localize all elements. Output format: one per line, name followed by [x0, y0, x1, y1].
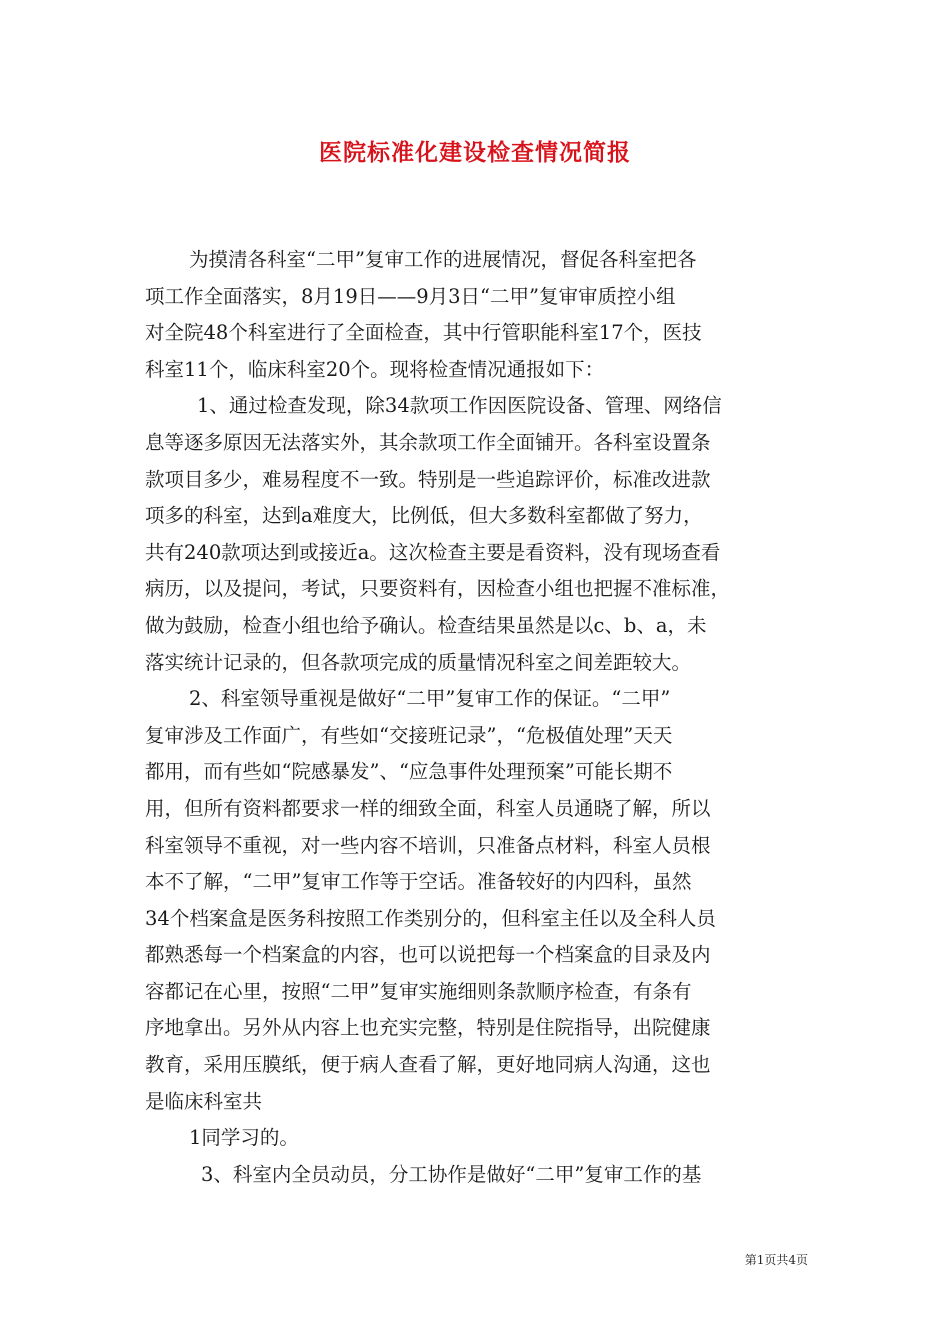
body-line: 病历，以及提问，考试，只要资料有，因检查小组也把握不准标准， — [145, 577, 731, 601]
body-line: 3、科室内全员动员，分工协作是做好“二甲”复审工作的基 — [201, 1162, 702, 1186]
body-line: 本不了解，“二甲”复审工作等于空话。准备较好的内四科，虽然 — [145, 870, 692, 894]
body-line: 1、通过检查发现，除34款项工作因医院设备、管理、网络信 — [197, 394, 722, 418]
body-line: 复审涉及工作面广，有些如“交接班记录”，“危极值处理”天天 — [145, 723, 673, 747]
body-line: 项多的科室，达到a难度大，比例低，但大多数科室都做了努力， — [145, 504, 703, 528]
body-line: 1同学习的。 — [189, 1126, 299, 1150]
body-line: 共有240款项达到或接近a。这次检查主要是看资料，没有现场查看 — [145, 540, 721, 564]
body-line: 项工作全面落实，8月19日——9月3日“二甲”复审审质控小组 — [145, 284, 676, 308]
body-line: 落实统计记录的，但各款项完成的质量情况科室之间差距较大。 — [145, 650, 692, 674]
body-line: 容都记在心里，按照“二甲”复审实施细则条款顺序检查，有条有 — [145, 979, 692, 1003]
body-line: 息等逐多原因无法落实外，其余款项工作全面铺开。各科室设置条 — [145, 430, 711, 454]
body-line: 教育，采用压膜纸，便于病人查看了解，更好地同病人沟通，这也 — [145, 1053, 711, 1077]
page-number: 第1页共4页 — [744, 1253, 808, 1267]
body-line: 序地拿出。另外从内容上也充实完整，特别是住院指导，出院健康 — [145, 1016, 711, 1040]
body-line: 用，但所有资料都要求一样的细致全面，科室人员通晓了解，所以 — [145, 796, 711, 820]
body-line: 做为鼓励，检查小组也给予确认。检查结果虽然是以c、b、a，未 — [145, 613, 707, 637]
body-line: 科室领导不重视，对一些内容不培训，只准备点材料，科室人员根 — [145, 833, 711, 857]
body-line: 是临床科室共 — [145, 1089, 263, 1113]
body-line: 款项目多少，难易程度不一致。特别是一些追踪评价，标准改进款 — [145, 467, 711, 491]
document-title: 医院标准化建设检查情况简报 — [319, 139, 631, 166]
body-line: 34个档案盒是医务科按照工作类别分的，但科室主任以及全科人员 — [145, 906, 716, 930]
document-body — [145, 242, 810, 1193]
body-line: 都用，而有些如“院感暴发”、“应急事件处理预案”可能长期不 — [145, 760, 673, 784]
body-line: 对全院48个科室进行了全面检查，其中行管职能科室17个，医技 — [145, 321, 702, 345]
body-line: 都熟悉每一个档案盒的内容，也可以说把每一个档案盒的目录及内 — [145, 943, 711, 967]
body-line: 为摸清各科室“二甲”复审工作的进展情况，督促各科室把各 — [189, 248, 697, 271]
body-line: 科室11个，临床科室20个。现将检查情况通报如下： — [145, 357, 605, 381]
body-line: 2、科室领导重视是做好“二甲”复审工作的保证。“二甲” — [189, 687, 671, 711]
